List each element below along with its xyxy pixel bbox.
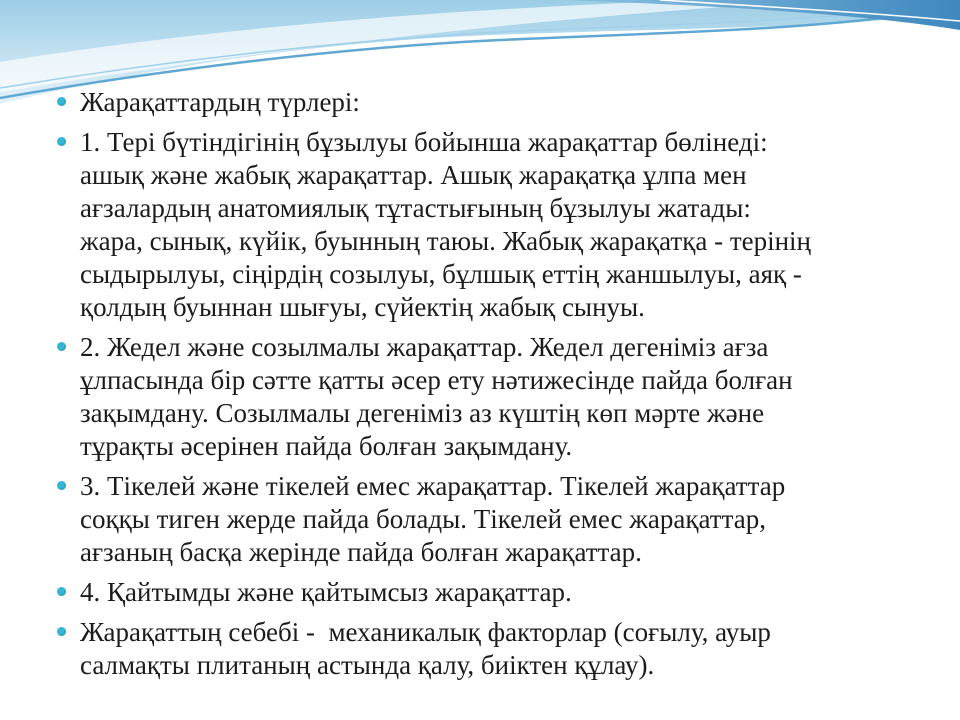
text-line: ашық және жабық жарақаттар. Ашық жарақатқа ұлпа мен xyxy=(80,160,747,190)
text-line: зақымдану. Созылмалы дегеніміз аз күштің көп мәрте және xyxy=(80,398,765,428)
text-line: сыдырылуы, сіңірдің созылуы, бұлшық еттің жаншылуы, аяқ - xyxy=(80,259,802,289)
text-line: тұрақты әсерінен пайда болған зақымдану. xyxy=(80,431,573,461)
text-line: 2. Жедел және созылмалы жарақаттар. Жедел дегеніміз ағза xyxy=(80,332,769,362)
bullet-dot-icon xyxy=(57,137,66,146)
text-line: 1. Тері бүтіндігінің бұзылуы бойынша жарақаттар бөлінеді: xyxy=(80,127,768,157)
bullet-dot-icon xyxy=(57,627,66,636)
bullet-dot-icon xyxy=(57,481,66,490)
bullet-item xyxy=(80,331,940,463)
bullet-item xyxy=(80,576,940,609)
text-line: Жарақаттың себебі - механикалық факторлар (соғылу, ауыр xyxy=(80,617,771,647)
bullet-dot-icon xyxy=(57,97,66,106)
bullet-item xyxy=(80,126,940,324)
text-line: жара, сынық, күйік, буынның таюы. Жабық жарақатқа - терінің xyxy=(80,226,812,256)
bullet-item xyxy=(80,616,940,682)
text-line: қолдың буыннан шығуы, сүйектің жабық сынуы. xyxy=(80,292,645,322)
text-line: 3. Тікелей және тікелей емес жарақаттар. Тікелей жарақаттар xyxy=(80,471,786,501)
bullet-dot-icon xyxy=(57,587,66,596)
text-line: соққы тиген жерде пайда болады. Тікелей емес жарақаттар, xyxy=(80,504,766,534)
text-line: ұлпасында бір сәтте қатты әсер ету нәтижесінде пайда болған xyxy=(80,365,793,395)
bullet-dot-icon xyxy=(57,342,66,351)
text-line: салмақты плитаның астында қалу, биіктен құлау). xyxy=(80,650,655,680)
text-line: 4. Қайтымды және қайтымсыз жарақаттар. xyxy=(80,577,572,607)
text-line: ағзалардың анатомиялық тұтастығының бұзылуы жатады: xyxy=(80,193,751,223)
bullet-item xyxy=(80,86,940,119)
text-line: Жарақаттардың түрлері: xyxy=(80,87,360,117)
slide-body xyxy=(80,86,940,689)
bullet-item xyxy=(80,470,940,569)
text-line: ағзаның басқа жерінде пайда болған жарақаттар. xyxy=(80,537,642,567)
